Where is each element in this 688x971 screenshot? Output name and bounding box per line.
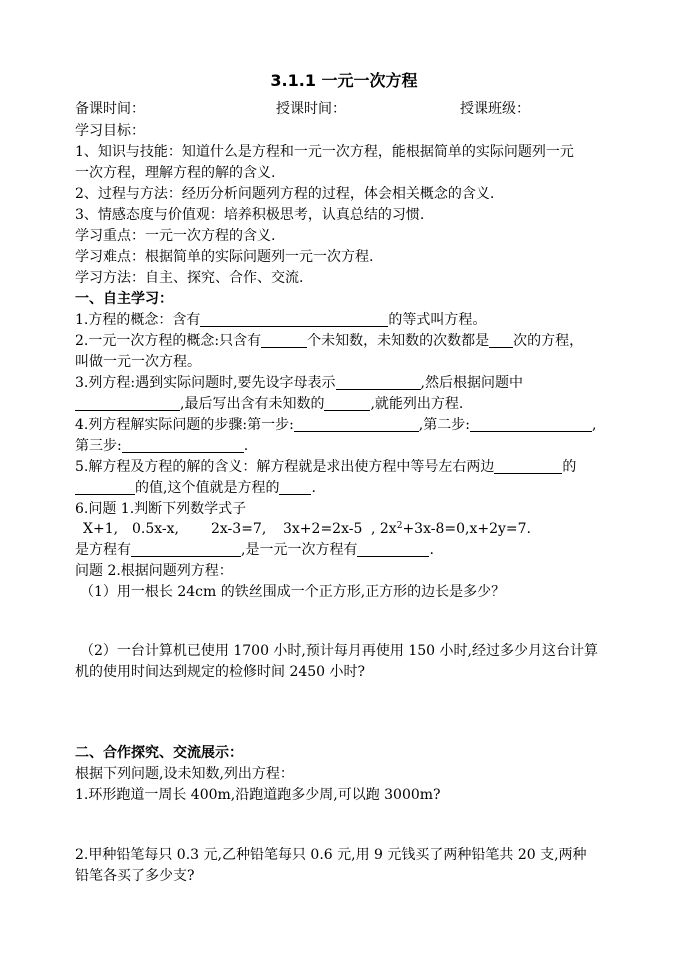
expression-1: X+1, (83, 521, 119, 537)
q6-answer-text-b: ,是一元一次方程有 (241, 542, 358, 558)
answer-blank[interactable] (279, 480, 311, 495)
section-1-heading: 一、自主学习： (75, 291, 173, 307)
difficulty: 学习难点：根据简单的实际问题列一元一次方程. (75, 249, 374, 265)
answer-blank[interactable] (131, 542, 241, 557)
answer-blank[interactable] (494, 459, 562, 474)
q5-text-b: 的 (562, 459, 577, 475)
expression-5 (371, 519, 531, 539)
question-4 (75, 415, 596, 435)
answer-blank[interactable] (75, 396, 180, 411)
q3-text-e: ,就能列出方程. (370, 396, 464, 412)
section-2-question-1: 1.环形跑道一周长 400m,沿跑道跑多少周,可以跑 3000m? (75, 787, 441, 803)
question-5 (75, 457, 576, 477)
prep-time-label: 备课时间： (75, 101, 145, 117)
answer-blank[interactable] (336, 375, 421, 390)
q6-answer-text-a: 是方程有 (75, 542, 131, 558)
objective-2: 2、过程与方法：经历分析问题列方程的过程，体会相关概念的含义. (75, 186, 495, 202)
q3-text-d: ,最后写出含有未知数的 (180, 396, 325, 412)
q4-text-e: . (243, 438, 249, 454)
problem-2-part-2-line-a: （2）一台计算机已使用 1700 小时,预计每月再使用 150 小时,经过多少月这台计算 (80, 643, 598, 659)
answer-blank[interactable] (470, 417, 592, 432)
section-2-intro: 根据下列问题,设未知数,列出方程： (75, 766, 294, 782)
objective-1-line-a: 1、知识与技能：知道什么是方程和一元一次方程，能根据简单的实际问题列一元 (75, 144, 574, 160)
answer-blank[interactable] (357, 542, 429, 557)
answer-blank[interactable] (294, 417, 419, 432)
q4-text-d: 第三步: (75, 438, 122, 454)
teach-time-label: 授课时间： (276, 101, 346, 117)
q4-text-c: , (591, 417, 597, 433)
q3-text-a: 3.列方程:遇到实际问题时,要先设字母表示 (75, 375, 336, 391)
problem-2-part-1: （1）用一根长 24cm 的铁丝围成一个正方形,正方形的边长是多少？ (80, 584, 506, 600)
question-1 (75, 310, 486, 330)
expression-3: 2x-3=7, (211, 521, 267, 537)
expression-2: 0.5x-x, (132, 521, 179, 537)
question-3 (75, 373, 523, 393)
q1-text-b: 的等式叫方程。 (388, 312, 487, 328)
q4-text-b: ,第二步: (418, 417, 470, 433)
expr5-text-a: , 2x (371, 521, 397, 537)
question-4-cont (75, 436, 248, 456)
question-5-cont (75, 478, 316, 498)
q2-text-b: 个未知数，未知数的次数都是 (307, 333, 490, 349)
learning-method: 学习方法：自主、探究、合作、交流. (75, 270, 304, 286)
question-2 (75, 331, 583, 351)
problem-2-part-2-line-b: 机的使用时间达到规定的检修时间 2450 小时? (75, 664, 366, 680)
question-6: 6.问题 1.判断下列数学式子 (75, 501, 247, 517)
expression-4: 3x+2=2x-5 (283, 521, 363, 537)
section-2-heading: 二、合作探究、交流展示： (75, 745, 243, 761)
page-title: 3.1.1 一元一次方程 (270, 71, 418, 90)
objective-1-line-b: 一次方程，理解方程的解的含义. (75, 165, 276, 181)
q4-text-a: 4.列方程解实际问题的步骤:第一步: (75, 417, 294, 433)
answer-blank[interactable] (261, 333, 307, 348)
q6-answer-text-c: . (429, 542, 434, 558)
answer-blank[interactable] (122, 438, 244, 453)
teach-class-label: 授课班级： (460, 101, 530, 117)
question-2-cont: 叫做一元一次方程。 (75, 354, 201, 370)
objective-3: 3、情感态度与价值观：培养积极思考，认真总结的习惯. (75, 207, 425, 223)
q5-text-a: 5.解方程及方程的解的含义：解方程就是求出使方程中等号左右两边 (75, 459, 495, 475)
q2-text-a: 2.一元一次方程的概念:只含有 (75, 333, 262, 349)
objectives-heading: 学习目标： (75, 123, 145, 139)
answer-blank[interactable] (324, 396, 370, 411)
problem-2-heading: 问题 2.根据问题列方程： (75, 563, 233, 579)
section-2-question-2-line-b: 铅笔各买了多少支? (75, 868, 195, 884)
q5-text-c: 的值,这个值就是方程的 (135, 480, 280, 496)
q1-text-a: 1.方程的概念：含有 (75, 312, 201, 328)
q5-text-d: . (311, 480, 316, 496)
expr5-text-b: +3x-8=0,x+2y=7. (402, 521, 531, 537)
question-6-answer (75, 540, 434, 560)
answer-blank[interactable] (75, 480, 135, 495)
q3-text-b: ,然后根据问题中 (420, 375, 523, 391)
expr5-exponent: 2 (396, 521, 403, 531)
answer-blank[interactable] (489, 333, 513, 348)
section-2-question-2-line-a: 2.甲种铅笔每只 0.3 元,乙种铅笔每只 0.6 元,用 9 元钱买了两种铅笔共 20 支,两种 (75, 847, 587, 863)
key-point: 学习重点：一元一次方程的含义. (75, 228, 276, 244)
answer-blank[interactable] (200, 312, 388, 327)
q2-text-c: 次的方程， (513, 333, 584, 349)
question-3-cont (75, 394, 463, 414)
